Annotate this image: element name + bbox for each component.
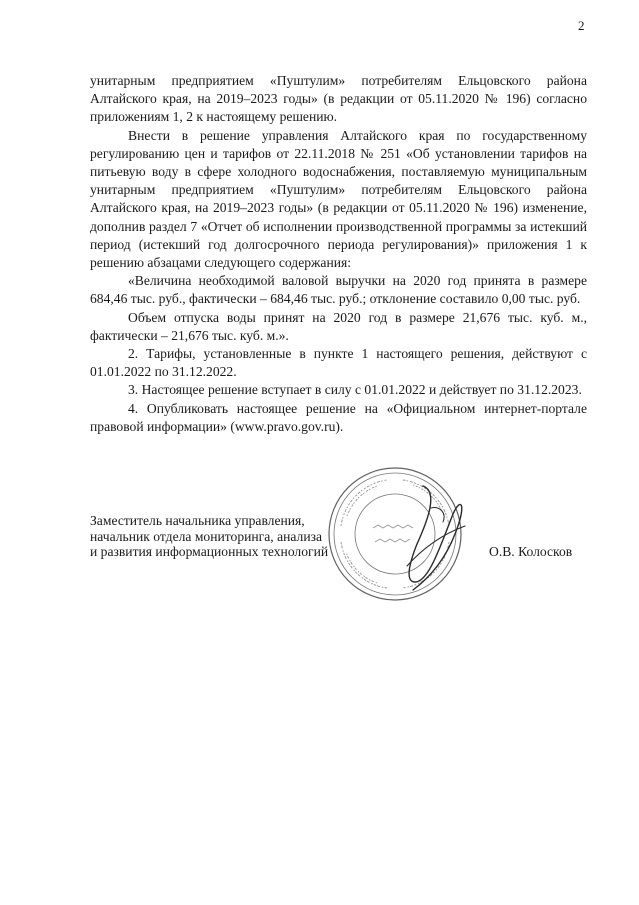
paragraph-item-4: 4. Опубликовать настоящее решение на «Официальном интернет-портале правовой информации» (www.pravo.gov.ru). (90, 400, 587, 434)
paragraph-water-volume: Объем отпуска воды принят на 2020 год в размере 21,676 тыс. куб. м., фактически – 21,676 тыс. куб. м.». (90, 309, 587, 343)
document-body (90, 72, 587, 436)
paragraph-item-2: 2. Тарифы, установленные в пункте 1 настоящего решения, действуют с 01.01.2022 по 31.12.2022. (90, 346, 587, 380)
paragraph-item-3: 3. Настоящее решение вступает в силу с 01.01.2022 и действует по 31.12.2023. (128, 382, 582, 398)
signer-position (90, 513, 328, 560)
signer-position-line: начальник отдела мониторинга, анализа (90, 528, 323, 544)
paragraph-revenue: «Величина необходимой валовой выручки на 2020 год принята в размере 684,46 тыс. руб., фактически – 684,46 тыс. руб.; отклонение составило 0,00 тыс. руб. (90, 273, 587, 307)
paragraph-amendment: Внести в решение управления Алтайского края по государственному регулированию цен и тарифов от 22.11.2018 № 251 «Об установлении тарифов на питьевую воду в сфере холодного водоснабжения, поставляемую муниципальным унитарным предприятием «Пуштулим» потребителям Ельцовского района Алтайского края, на 2019–2023 годы» (в редакции от 05.11.2020 № 196) изменение, дополнив раздел 7 «Отчет об исполнении производственной программы за истекший период (истекший год долгосрочного периода регулирования)» приложения 1 к решению абзацами следующего содержания: (90, 127, 587, 271)
signer-position-line: и развития информационных технологий (90, 544, 329, 559)
paragraph-continuation: унитарным предприятием «Пуштулим» потребителям Ельцовского района Алтайского края, на 2019–2023 годы» (в редакции от 05.11.2020 № 196) согласно приложениям 1, 2 к настоящему решению. (90, 73, 587, 125)
signer-name: О.В. Колосков (489, 544, 573, 559)
signer-position-line: Заместитель начальника управления, (90, 513, 305, 528)
page-number: 2 (578, 18, 585, 33)
handwritten-signature (393, 478, 471, 596)
